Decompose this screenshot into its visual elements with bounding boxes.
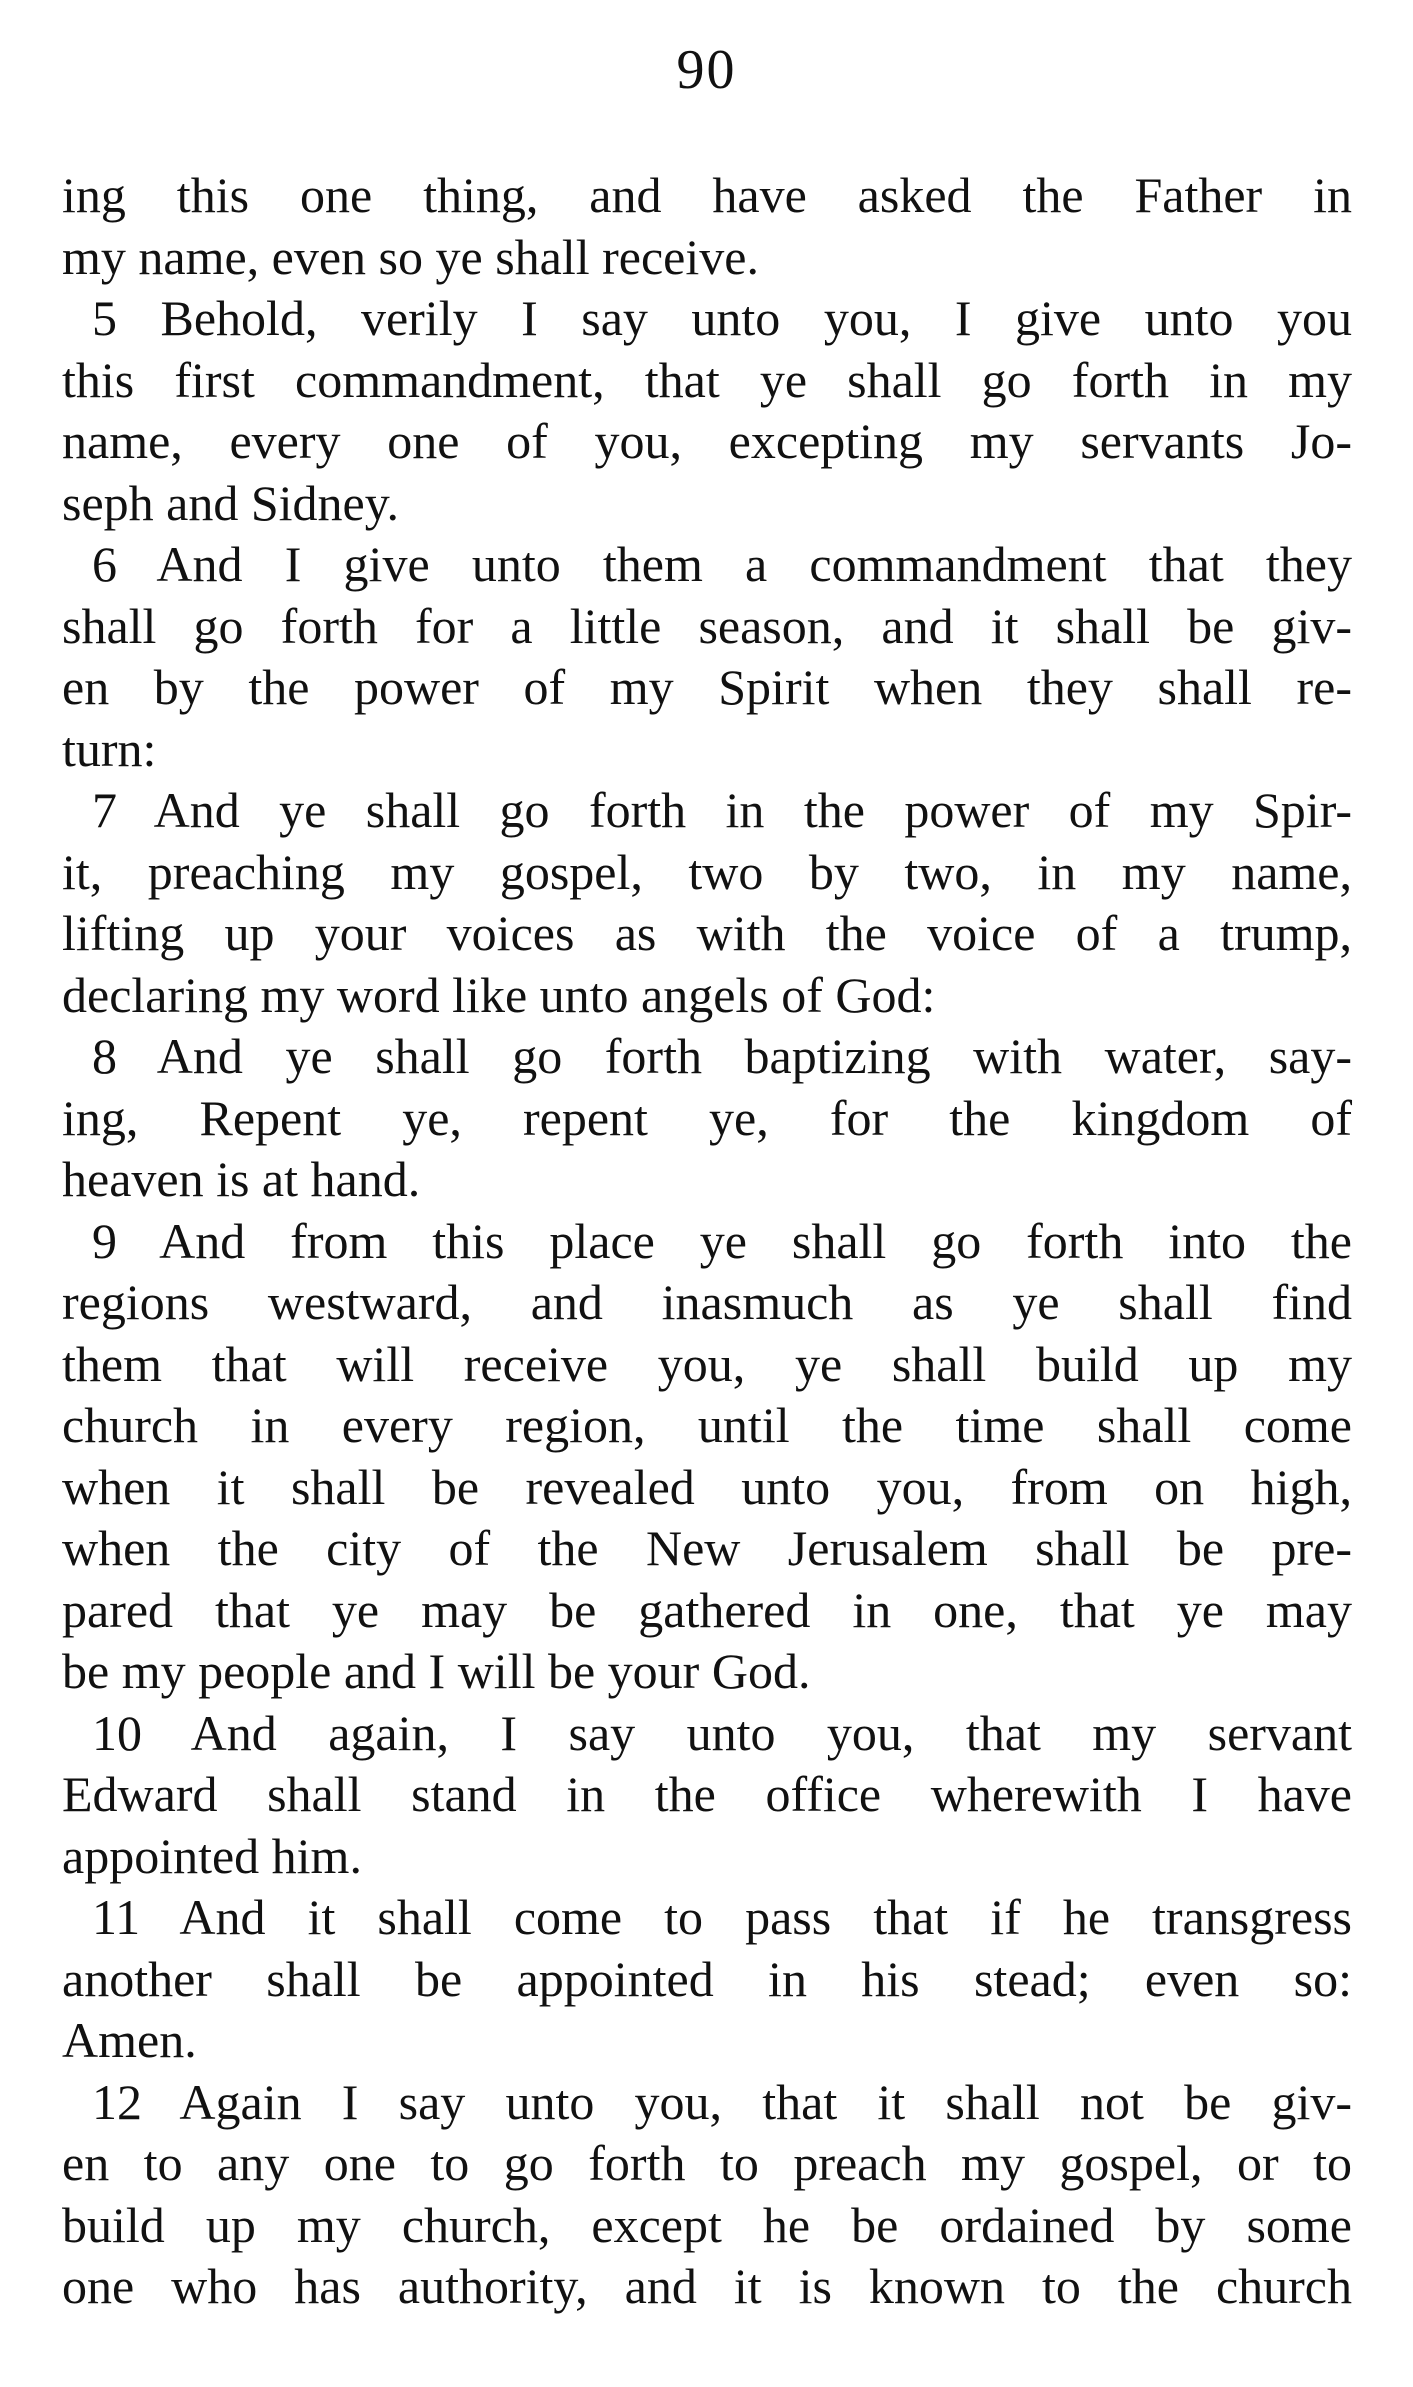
text-line: 7 And ye shall go forth in the power of my Spir- xyxy=(92,782,1352,838)
body-text xyxy=(62,165,1352,2318)
text-line: turn: xyxy=(62,720,157,777)
text-line: regions westward, and inasmuch as ye shall find xyxy=(62,1274,1352,1330)
text-line: when it shall be revealed unto you, from on high, xyxy=(62,1458,1352,1515)
page-number: 90 xyxy=(676,39,737,101)
text-line: them that will receive you, ye shall build up my xyxy=(62,1335,1352,1392)
text-line: lifting up your voices as with the voice of a trump, xyxy=(62,905,1352,961)
text-line: en by the power of my Spirit when they shall re- xyxy=(62,659,1352,715)
text-line: declaring my word like unto angels of God: xyxy=(62,966,936,1023)
text-line: when the city of the New Jerusalem shall be pre- xyxy=(62,1520,1352,1576)
text-line: my name, even so ye shall receive. xyxy=(62,228,759,285)
text-line: church in every region, until the time shall come xyxy=(62,1397,1352,1453)
text-line: name, every one of you, excepting my servants Jo- xyxy=(62,413,1352,469)
text-line: one who has authority, and it is known to the church xyxy=(62,2258,1352,2314)
text-line: 8 And ye shall go forth baptizing with water, say- xyxy=(92,1028,1352,1084)
text-line: seph and Sidney. xyxy=(62,474,399,531)
text-line: 9 And from this place ye shall go forth into the xyxy=(92,1212,1352,1269)
text-line: it, preaching my gospel, two by two, in my name, xyxy=(62,843,1352,900)
text-line: 6 And I give unto them a commandment that they xyxy=(92,536,1352,592)
text-line: this first commandment, that ye shall go forth in my xyxy=(62,351,1352,408)
text-line: build up my church, except he be ordained by some xyxy=(62,2196,1352,2253)
text-line: 12 Again I say unto you, that it shall not be giv- xyxy=(92,2073,1352,2130)
text-line: pared that ye may be gathered in one, that ye may xyxy=(62,1581,1352,1638)
text-line: ing, Repent ye, repent ye, for the kingdom of xyxy=(62,1089,1352,1146)
text-line: 11 And it shall come to pass that if he transgress xyxy=(92,1889,1352,1945)
text-line: shall go forth for a little season, and it shall be giv- xyxy=(62,597,1352,654)
text-line: 5 Behold, verily I say unto you, I give unto you xyxy=(92,290,1352,346)
text-line: en to any one to go forth to preach my gospel, or to xyxy=(62,2135,1352,2191)
text-line: Edward shall stand in the office wherewith I have xyxy=(62,1766,1352,1822)
text-line: 10 And again, I say unto you, that my servant xyxy=(92,1704,1352,1761)
text-line: another shall be appointed in his stead; even so: xyxy=(62,1950,1352,2007)
text-line: be my people and I will be your God. xyxy=(62,1643,811,1699)
text-line: ing this one thing, and have asked the Father in xyxy=(62,167,1352,223)
text-line: heaven is at hand. xyxy=(62,1151,421,1207)
text-line: appointed him. xyxy=(62,1827,362,1884)
text-line: Amen. xyxy=(62,2012,197,2068)
